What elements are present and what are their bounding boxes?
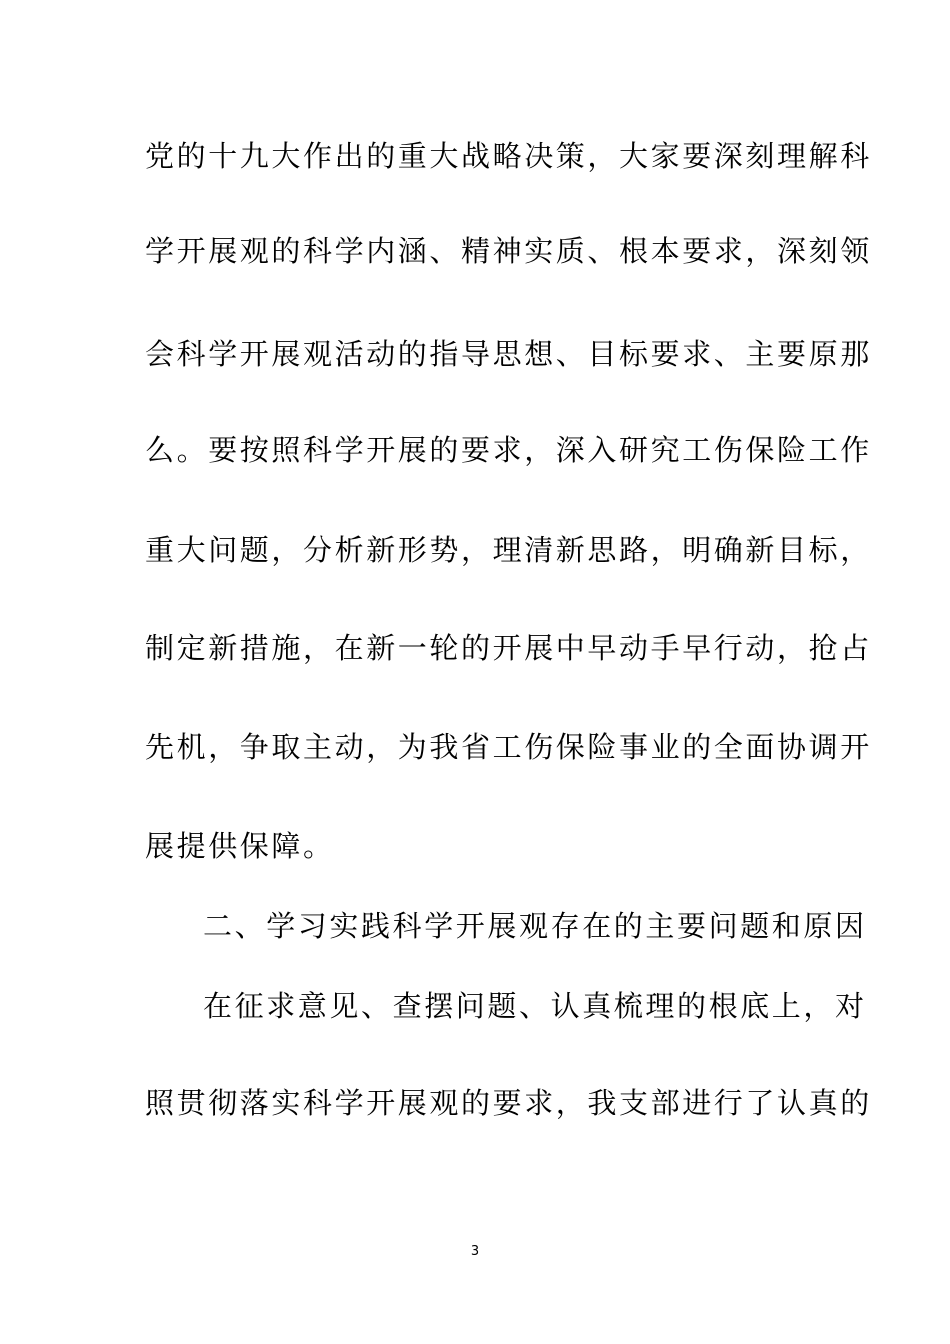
body-line-3: 会科学开展观活动的指导思想、目标要求、主要原那 xyxy=(145,337,872,371)
body-line-4: 么。要按照科学开展的要求，深入研究工伤保险工作 xyxy=(145,433,872,467)
section-heading: 二、学习实践科学开展观存在的主要问题和原因 xyxy=(203,909,867,943)
body-line-8: 展提供保障。 xyxy=(145,829,335,863)
body-line-11: 照贯彻落实科学开展观的要求，我支部进行了认真的 xyxy=(145,1086,872,1120)
body-line-1: 党的十九大作出的重大战略决策，大家要深刻理解科 xyxy=(145,139,872,173)
body-line-6: 制定新措施，在新一轮的开展中早动手早行动，抢占 xyxy=(145,631,872,665)
body-line-10: 在征求意见、查摆问题、认真梳理的根底上，对 xyxy=(203,989,867,1023)
body-line-5: 重大问题，分析新形势，理清新思路，明确新目标， xyxy=(145,533,872,567)
page-number: 3 xyxy=(470,1244,480,1259)
body-line-7: 先机，争取主动，为我省工伤保险事业的全面协调开 xyxy=(145,730,872,764)
body-line-2: 学开展观的科学内涵、精神实质、根本要求，深刻领 xyxy=(145,234,872,268)
